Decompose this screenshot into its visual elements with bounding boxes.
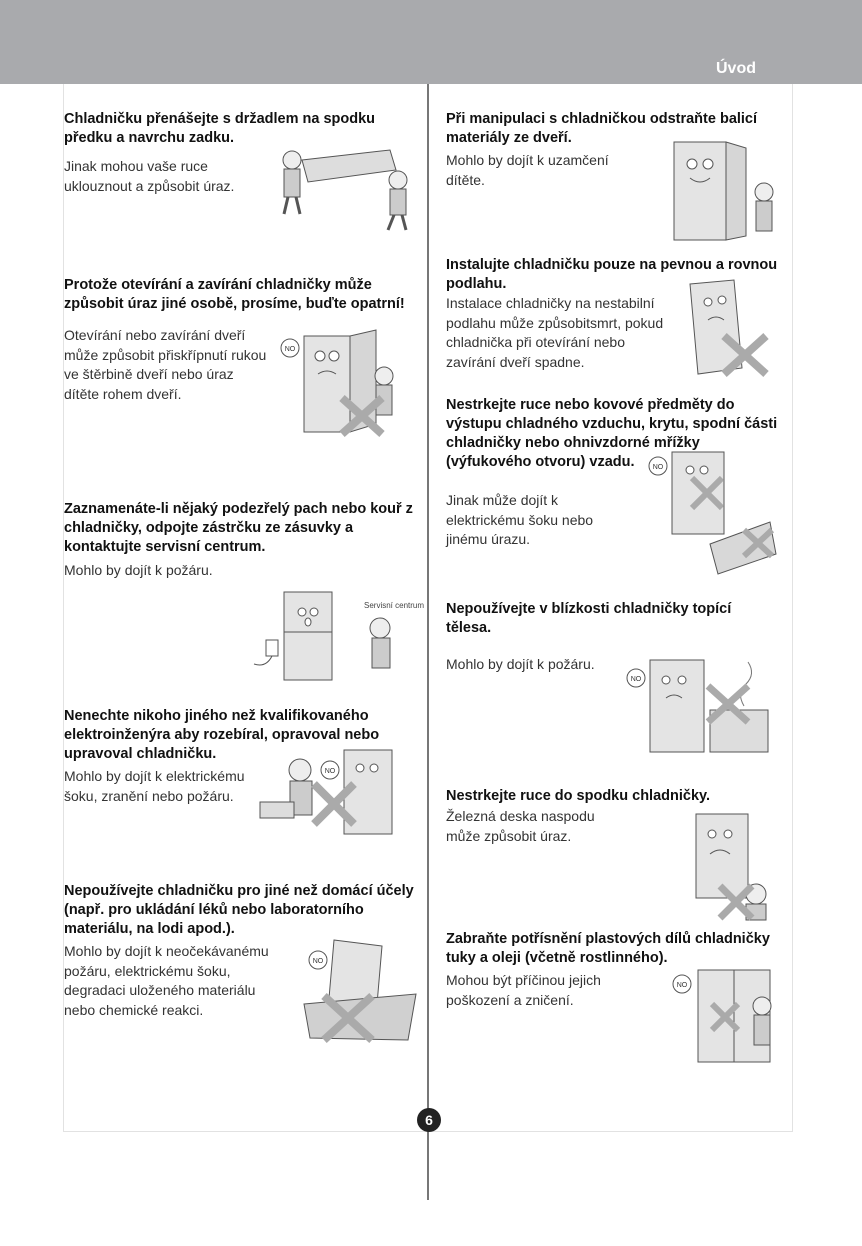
grease-illustration — [666, 964, 784, 1066]
warning-text: Mohlo by dojít k požáru. — [64, 562, 213, 578]
repair-illustration — [252, 744, 414, 840]
warning-heading: Nestrkejte ruce do spodku chladničky. — [446, 788, 711, 804]
warning-heading: Protože otevírání a zavírání chladničky může způsobit úraz jiné osobě, prosíme, buďte opatrní! — [64, 277, 405, 312]
warning-heading: Chladničku přenášejte s držadlem na spodku předku a navrchu zadku. — [64, 111, 376, 146]
bottom-plate-illustration — [670, 808, 782, 924]
warning-text: Mohou být příčinou jejich poškození a zničení. — [446, 972, 601, 1008]
heater-illustration — [624, 656, 774, 756]
column-divider — [427, 84, 429, 1200]
warning-text: Instalace chladničky na nestabilní podlahu může způsobitsmrt, pokud chladnička při otevírání nebo zavírání dveří spadne. — [446, 295, 664, 370]
warning-heading: Zabraňte potřísnění plastových dílů chladničky tuky a oleji (včetně rostlinného). — [446, 931, 770, 966]
vent-hand-illustration — [646, 446, 786, 578]
warning-heading: Nepoužívejte chladničku pro jiné než domácí účely (např. pro ukládání léků nebo laboratorního materiálu, na lodi apod.). — [64, 883, 414, 937]
warning-text: Mohlo by dojít k neočekávanému požáru, elektrickému šoku, degradaci uloženého materiálu nebo chemické reakci. — [64, 943, 269, 1018]
section-title: Úvod — [716, 60, 756, 77]
warning-heading: Nepoužívejte v blízkosti chladničky topící tělesa. — [446, 601, 732, 636]
frame-line-right — [792, 84, 793, 1132]
no-badge-text: NO — [324, 768, 336, 775]
unstable-floor-illustration — [662, 278, 782, 378]
door-pinch-illustration — [272, 326, 412, 441]
top-banner — [0, 0, 862, 84]
no-badge-text: NO — [676, 982, 688, 989]
page-number: 6 — [417, 1108, 441, 1132]
warning-text: Železná deska naspodu může způsobit úraz. — [446, 808, 595, 844]
warning-heading: Nenechte nikoho jiného než kvalifikovaného elektroinženýra aby rozebíral, opravoval nebo upravoval chladničku. — [64, 708, 380, 762]
warning-smell-smoke — [64, 500, 419, 581]
non-domestic-use-illustration — [296, 934, 426, 1044]
warning-heading: Instalujte chladničku pouze na pevnou a rovnou podlahu. — [446, 257, 778, 292]
no-badge-text: NO — [652, 464, 664, 471]
service-center-label: Servisní centrum — [364, 601, 425, 610]
warning-text: Otevírání nebo zavírání dveří může způsobit přiskřípnutí rukou ve štěrbině dveří nebo úraz dítěte rohem dveří. — [64, 327, 267, 402]
warning-text: Mohlo by dojít k uzamčení dítěte. — [446, 152, 609, 188]
warning-text: Mohlo by dojít k elektrickému šoku, zranění nebo požáru. — [64, 768, 245, 804]
warning-text: Jinak mohou vaše ruce uklouznout a způsobit úraz. — [64, 158, 235, 194]
child-lock-illustration — [666, 138, 784, 244]
no-badge-text: NO — [630, 676, 642, 683]
no-badge-text: NO — [312, 958, 324, 965]
carrying-fridge-illustration — [272, 138, 420, 234]
warning-heading: Nestrkejte ruce nebo kovové předměty do výstupu chladného vzduchu, krytu, spodní části chladničky nebo ohnivzdorné mřížky (výfukového otvoru) vzadu. — [446, 397, 778, 470]
no-badge-text: NO — [284, 346, 296, 353]
warning-heading: Zaznamenáte-li nějaký podezřelý pach nebo kouř z chladničky, odpojte zástrčku ze zásuvky a kontaktujte servisní centrum. — [64, 501, 413, 555]
warning-heading: Při manipulaci s chladničkou odstraňte balicí materiály ze dveří. — [446, 111, 758, 146]
service-center-illustration — [246, 588, 426, 684]
warning-text: Jinak může dojít k elektrickému šoku nebo jinému úrazu. — [446, 492, 594, 547]
warning-text: Mohlo by dojít k požáru. — [446, 656, 595, 672]
